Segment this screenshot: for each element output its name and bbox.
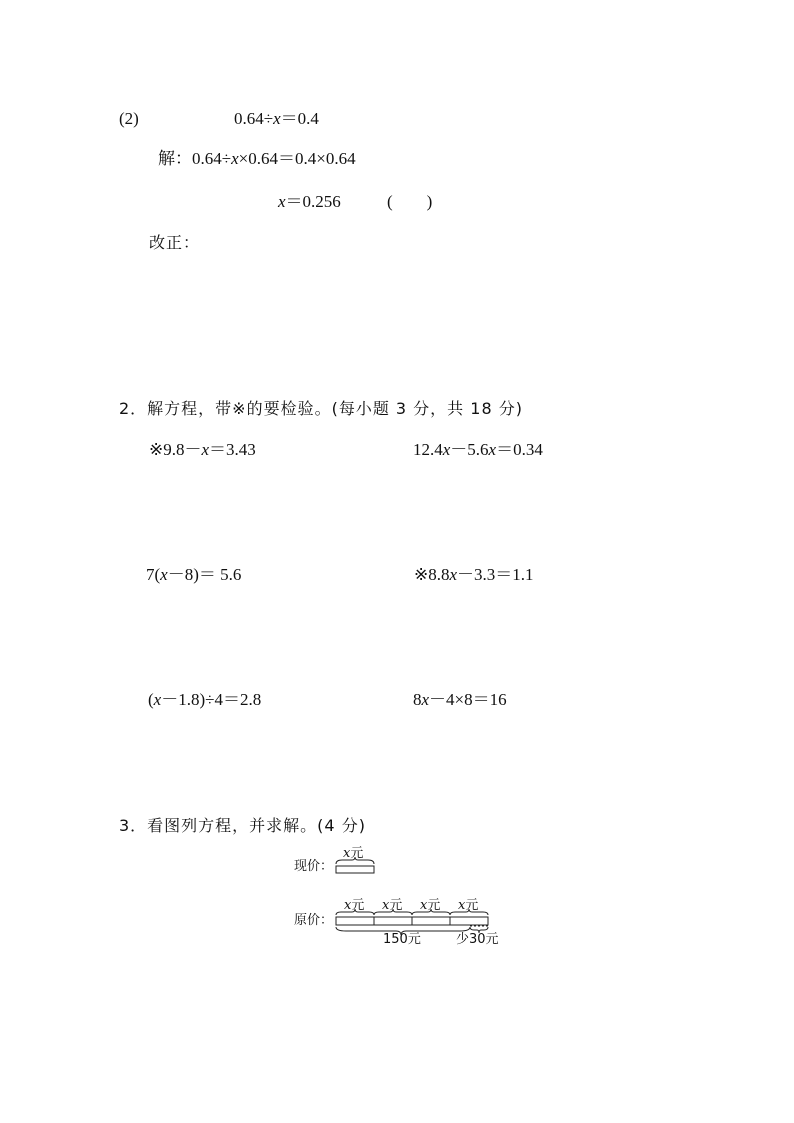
current-price-bar [336,857,374,873]
equation-item: 12.4x－5.6x＝0.34 [413,440,543,459]
segment-label: x元 [458,898,479,913]
correction-label: 改正： [149,233,201,252]
segment-label: x元 [382,898,403,913]
segment-label: x元 [420,898,441,913]
current-price-label: 现价： [294,859,334,874]
judgment-brackets[interactable]: ( ) [387,192,433,211]
equation-item: (x－1.8)÷4＝2.8 [148,690,262,709]
question-2-title: 2．解方程，带※的要检验。(每小题 3 分，共 18 分) [119,399,523,418]
equation-item: 7(x－8)＝ 5.6 [146,565,242,584]
equation-item: 8x－4×8＝16 [413,690,507,709]
current-segment-label: x元 [343,846,364,861]
equation-item: ※8.8x－3.3＝1.1 [414,565,534,584]
original-price-label: 原价： [294,913,334,928]
part-label: (2) [119,109,139,128]
solution-line-1: 解：0.64÷x×0.64＝0.4×0.64 [158,149,356,168]
less-label: 少30元 [456,932,499,947]
question-3-title: 3．看图列方程，并求解。(4 分) [119,816,366,835]
equation: 0.64÷x＝0.4 [234,109,319,128]
solution-line-2: x＝0.256 [278,192,341,211]
equation-item: ※9.8－x＝3.43 [149,440,256,459]
total-label: 150元 [383,932,421,947]
original-price-bar [336,909,488,935]
segment-label: x元 [344,898,365,913]
